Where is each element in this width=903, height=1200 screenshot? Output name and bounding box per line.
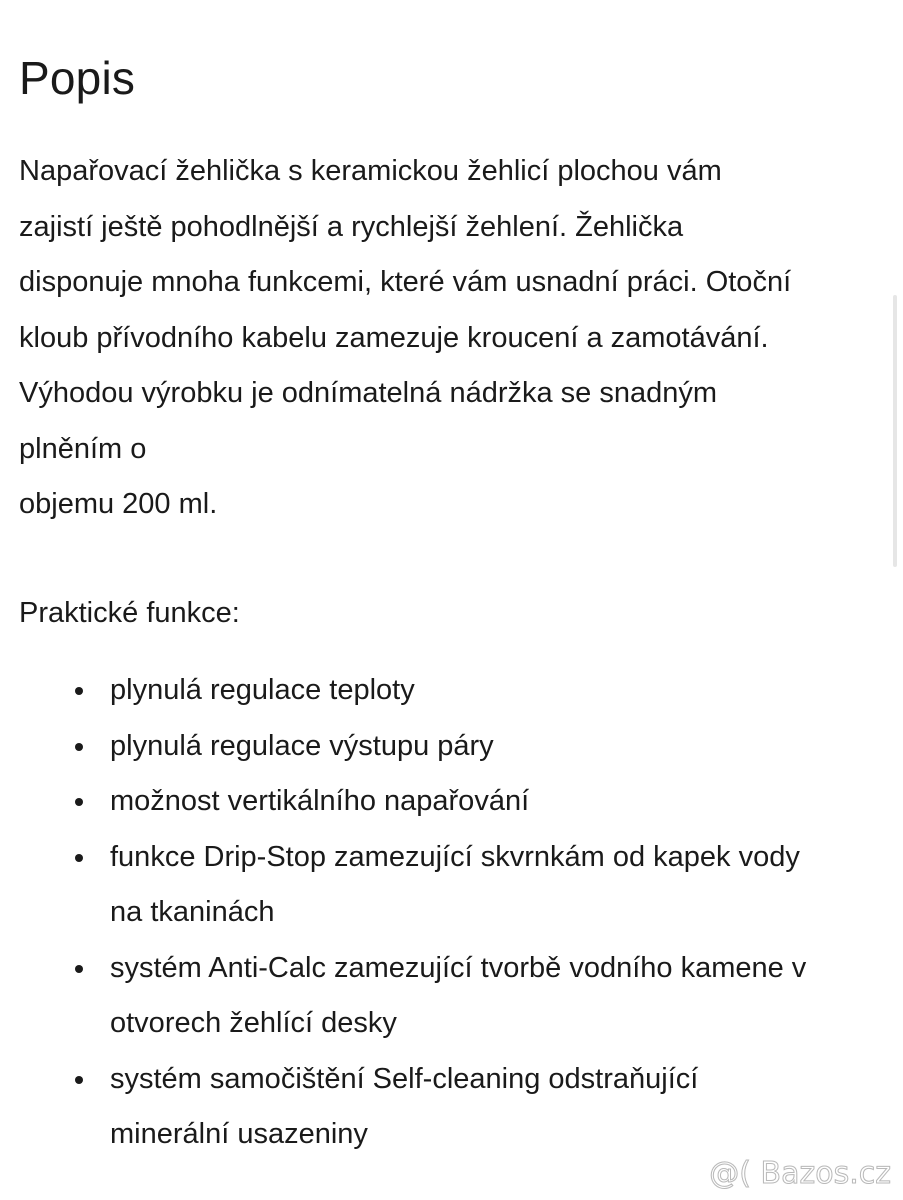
description-line: zajistí ještě pohodlnější a rychlejší žehlení. Žehlička [19, 210, 684, 243]
feature-item [0, 830, 806, 941]
feature-item [0, 941, 806, 1052]
feature-item [0, 774, 806, 830]
features-label: Praktické funkce: [19, 597, 240, 629]
feature-text: možnost vertikálního napařování [110, 785, 530, 817]
bullet-icon [75, 1076, 83, 1084]
feature-text: plynulá regulace výstupu páry [110, 729, 494, 762]
bullet-icon [75, 965, 83, 973]
description-line: objemu 200 ml. [19, 488, 218, 520]
feature-item [0, 1052, 806, 1163]
description-paragraph [19, 144, 889, 533]
description-line: kloub přívodního kabelu zamezuje kroucení a zamotávání. [19, 321, 769, 354]
feature-text-continued: minerální usazeniny [110, 1118, 368, 1150]
feature-text-continued: na tkaninách [110, 896, 275, 928]
feature-text-continued: otvorech žehlící desky [110, 1007, 397, 1039]
bullet-icon [75, 798, 83, 806]
bullet-icon [75, 743, 83, 751]
feature-item [0, 663, 806, 719]
feature-text: funkce Drip-Stop zamezující skvrnkám od kapek vody [110, 840, 800, 873]
description-line: plněním o [19, 432, 147, 465]
bullet-icon [75, 687, 83, 695]
feature-text: plynulá regulace teploty [110, 674, 415, 706]
feature-text: systém Anti-Calc zamezující tvorbě vodního kamene v [110, 951, 807, 984]
description-line: Napařovací žehlička s keramickou žehlicí plochou vám [19, 155, 722, 187]
feature-item [0, 719, 806, 775]
section-heading: Popis [19, 52, 136, 104]
description-line: Výhodou výrobku je odnímatelná nádržka se snadným [19, 377, 718, 409]
feature-text: systém samočištění Self-cleaning odstraňující [110, 1062, 699, 1095]
scrollbar[interactable] [893, 295, 897, 567]
bazos-watermark: @( Bazos.cz [709, 1156, 891, 1191]
features-list [0, 663, 806, 1163]
description-line: disponuje mnoha funkcemi, které vám usnadní práci. Otoční [19, 266, 792, 298]
bullet-icon [75, 854, 83, 862]
